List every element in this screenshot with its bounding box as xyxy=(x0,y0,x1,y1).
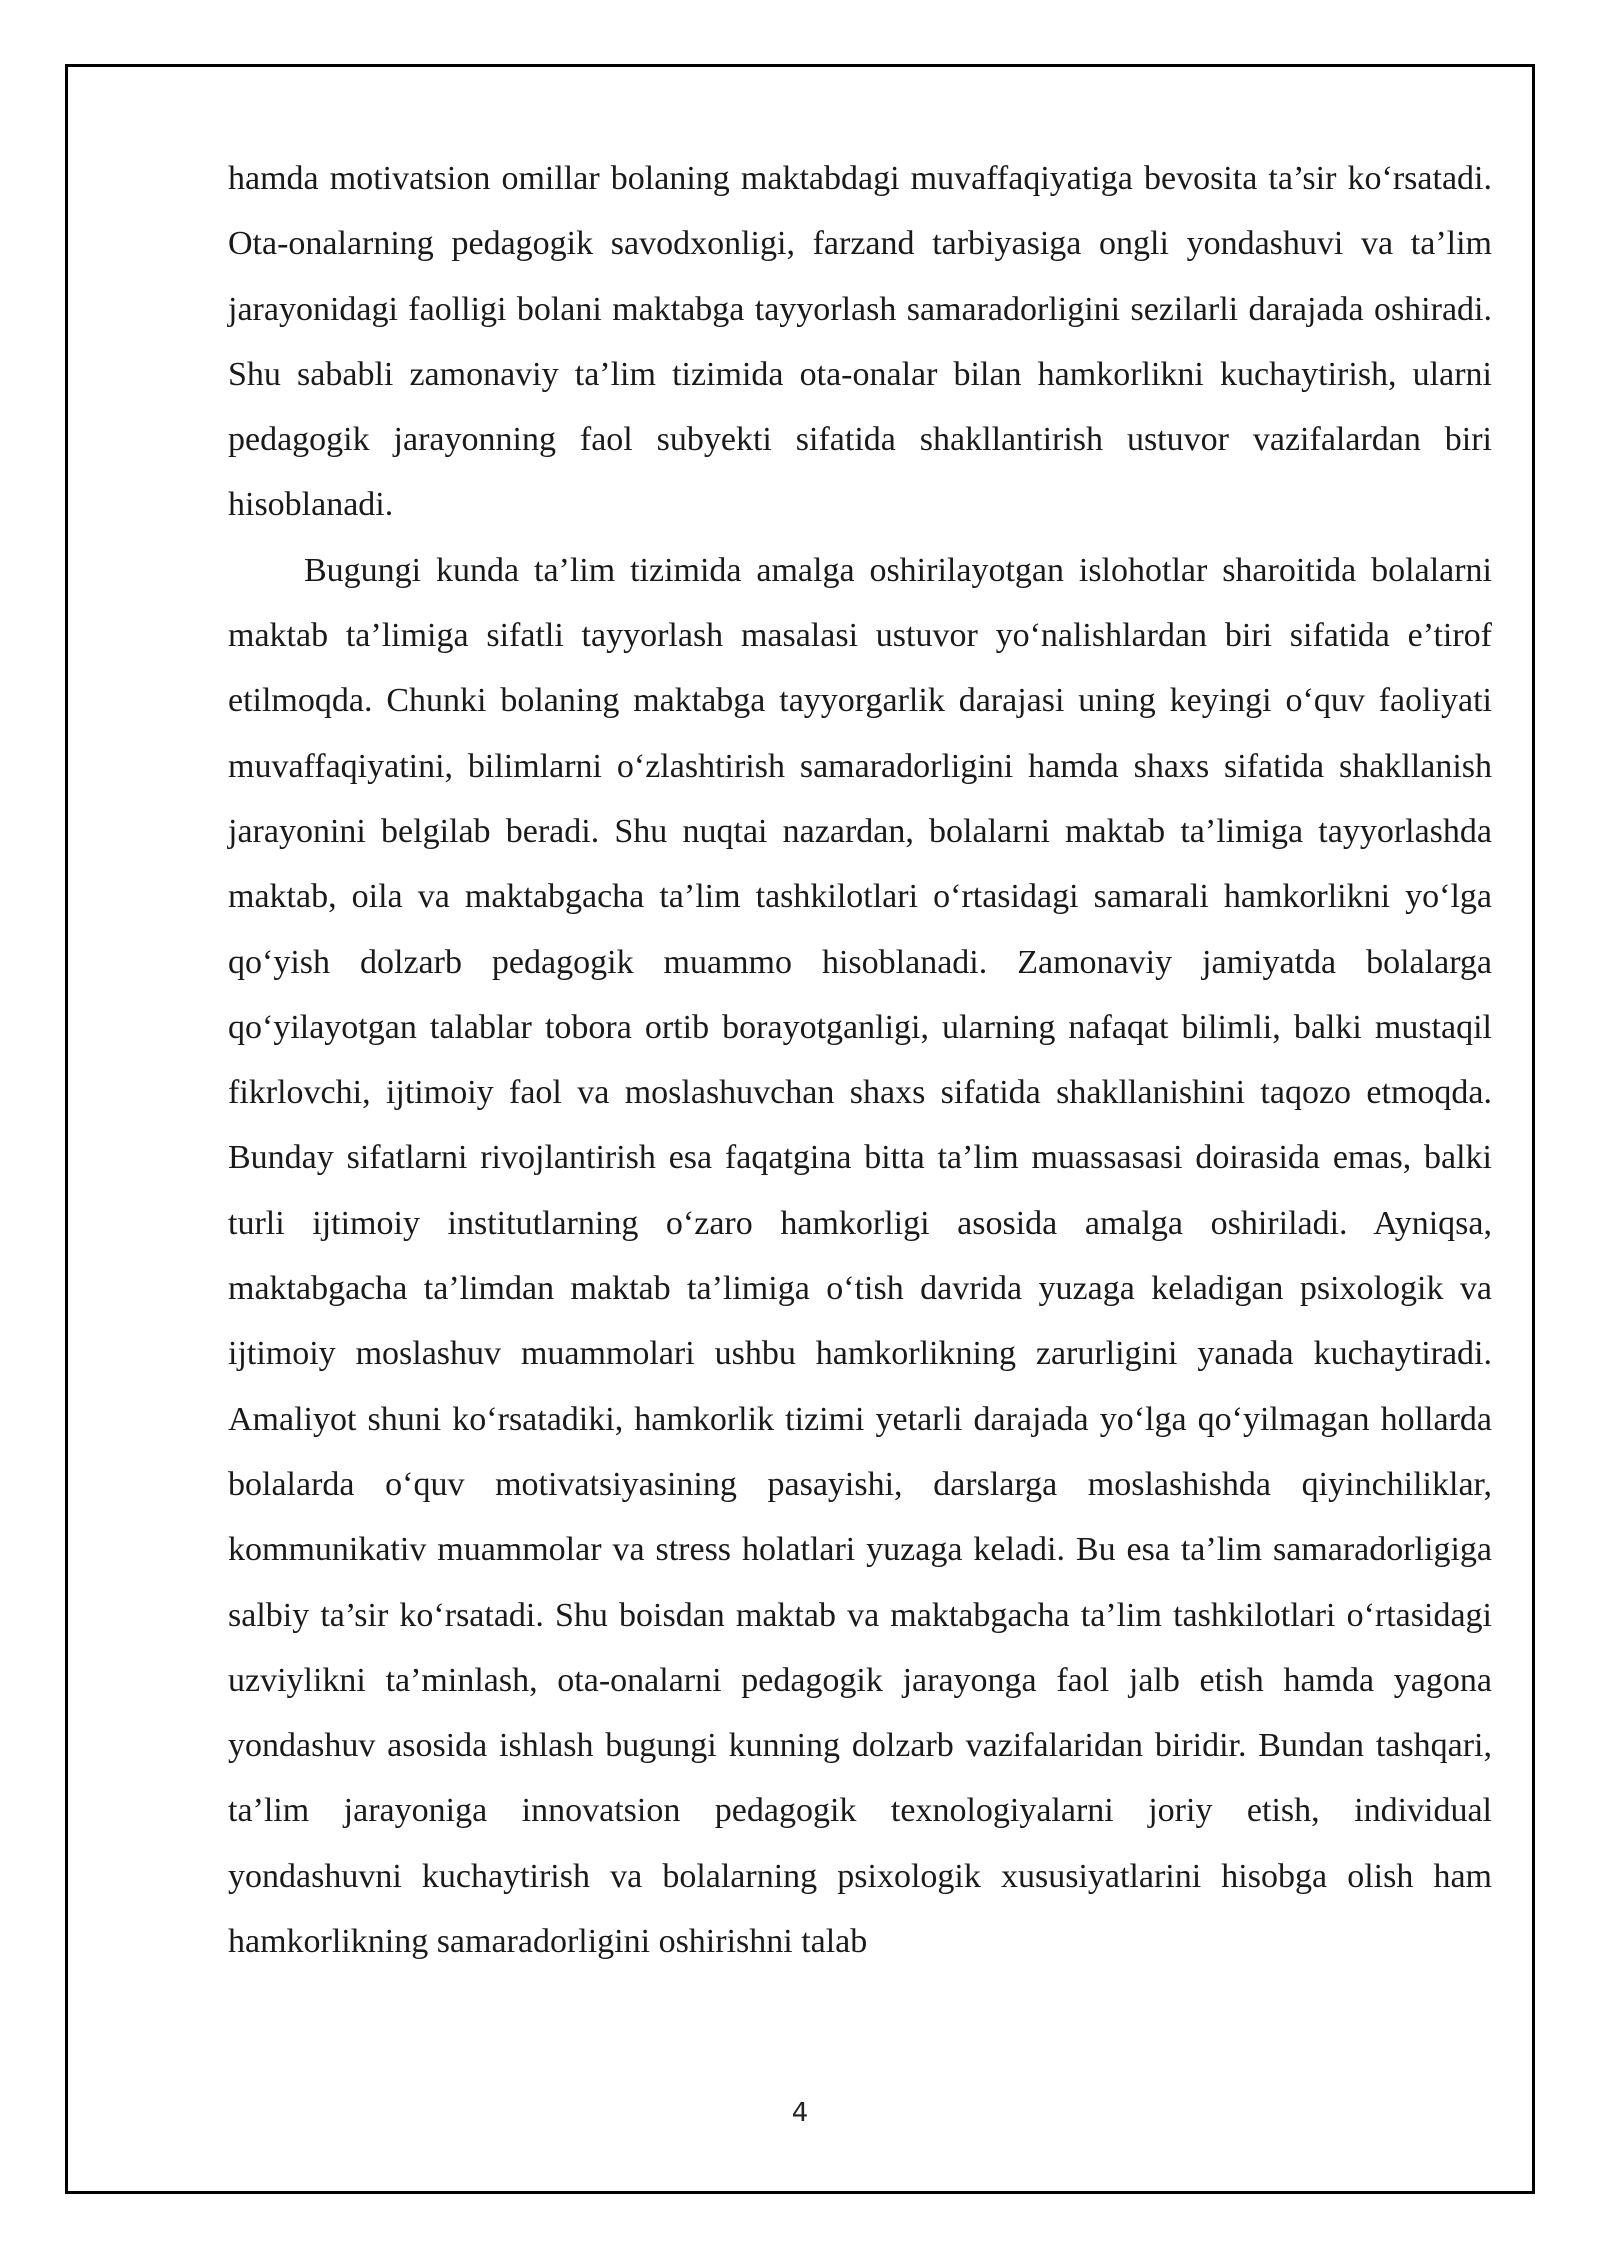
page-number: 4 xyxy=(791,2098,809,2128)
document-body xyxy=(228,146,1492,1974)
paragraph-2: Bugungi kunda ta’lim tizimida amalga oshirilayotgan islohotlar sharoitida bolalarni maktab ta’limiga sifatli tayyorlash masalasi ustuvor yo‘nalishlardan biri sifatida e’tirof etilmoqda. Chunki bolaning maktabga tayyorgarlik darajasi uning keyingi o‘quv faoliyati muvaffaqiyatini, bilimlarni o‘zlashtirish samaradorligini hamda shaxs sifatida shakllanish jarayonini belgilab beradi. Shu nuqtai nazardan, bolalarni maktab ta’limiga tayyorlashda maktab, oila va maktabgacha ta’lim tashkilotlari o‘rtasidagi samarali hamkorlikni yo‘lga qo‘yish dolzarb pedagogik muammo hisoblanadi. Zamonaviy jamiyatda bolalarga qo‘yilayotgan talablar tobora ortib borayotganligi, ularning nafaqat bilimli, balki mustaqil fikrlovchi, ijtimoiy faol va moslashuvchan shaxs sifatida shakllanishini taqozo etmoqda. Bunday sifatlarni rivojlantirish esa faqatgina bitta ta’lim muassasasi doirasida emas, balki turli ijtimoiy institutlarning o‘zaro hamkorligi asosida amalga oshiriladi. Ayniqsa, maktabgacha ta’limdan maktab ta’limiga o‘tish davrida yuzaga keladigan psixologik va ijtimoiy moslashuv muammolari ushbu hamkorlikning zarurligini yanada kuchaytiradi. Amaliyot shuni ko‘rsatadiki, hamkorlik tizimi yetarli darajada yo‘lga qo‘yilmagan hollarda bolalarda o‘quv motivatsiyasining pasayishi, darslarga moslashishda qiyinchiliklar, kommunikativ muammolar va stress holatlari yuzaga keladi. Bu esa ta’lim samaradorligiga salbiy ta’sir ko‘rsatadi. Shu boisdan maktab va maktabgacha ta’lim tashkilotlari o‘rtasidagi uzviylikni ta’minlash, ota-onalarni pedagogik jarayonga faol jalb etish hamda yagona yondashuv asosida ishlash bugungi kunning dolzarb vazifalaridan biridir. Bundan tashqari, ta’lim jarayoniga innovatsion pedagogik texnologiyalarni joriy etish, individual yondashuvni kuchaytirish va bolalarning psixologik xususiyatlarini hisobga olish ham hamkorlikning samaradorligini oshirishni talab xyxy=(228,551,1492,1961)
paragraph-1: hamda motivatsion omillar bolaning maktabdagi muvaffaqiyatiga bevosita ta’sir ko‘rsatadi. Ota-onalarning pedagogik savodxonligi, farzand tarbiyasiga ongli yondashuvi va ta’lim jarayonidagi faolligi bolani maktabga tayyorlash samaradorligini sezilarli darajada oshiradi. Shu sababli zamonaviy ta’lim tizimida ota-onalar bilan hamkorlikni kuchaytirish, ularni pedagogik jarayonning faol subyekti sifatida shakllantirish ustuvor vazifalardan biri hisoblanadi. xyxy=(228,160,1492,524)
